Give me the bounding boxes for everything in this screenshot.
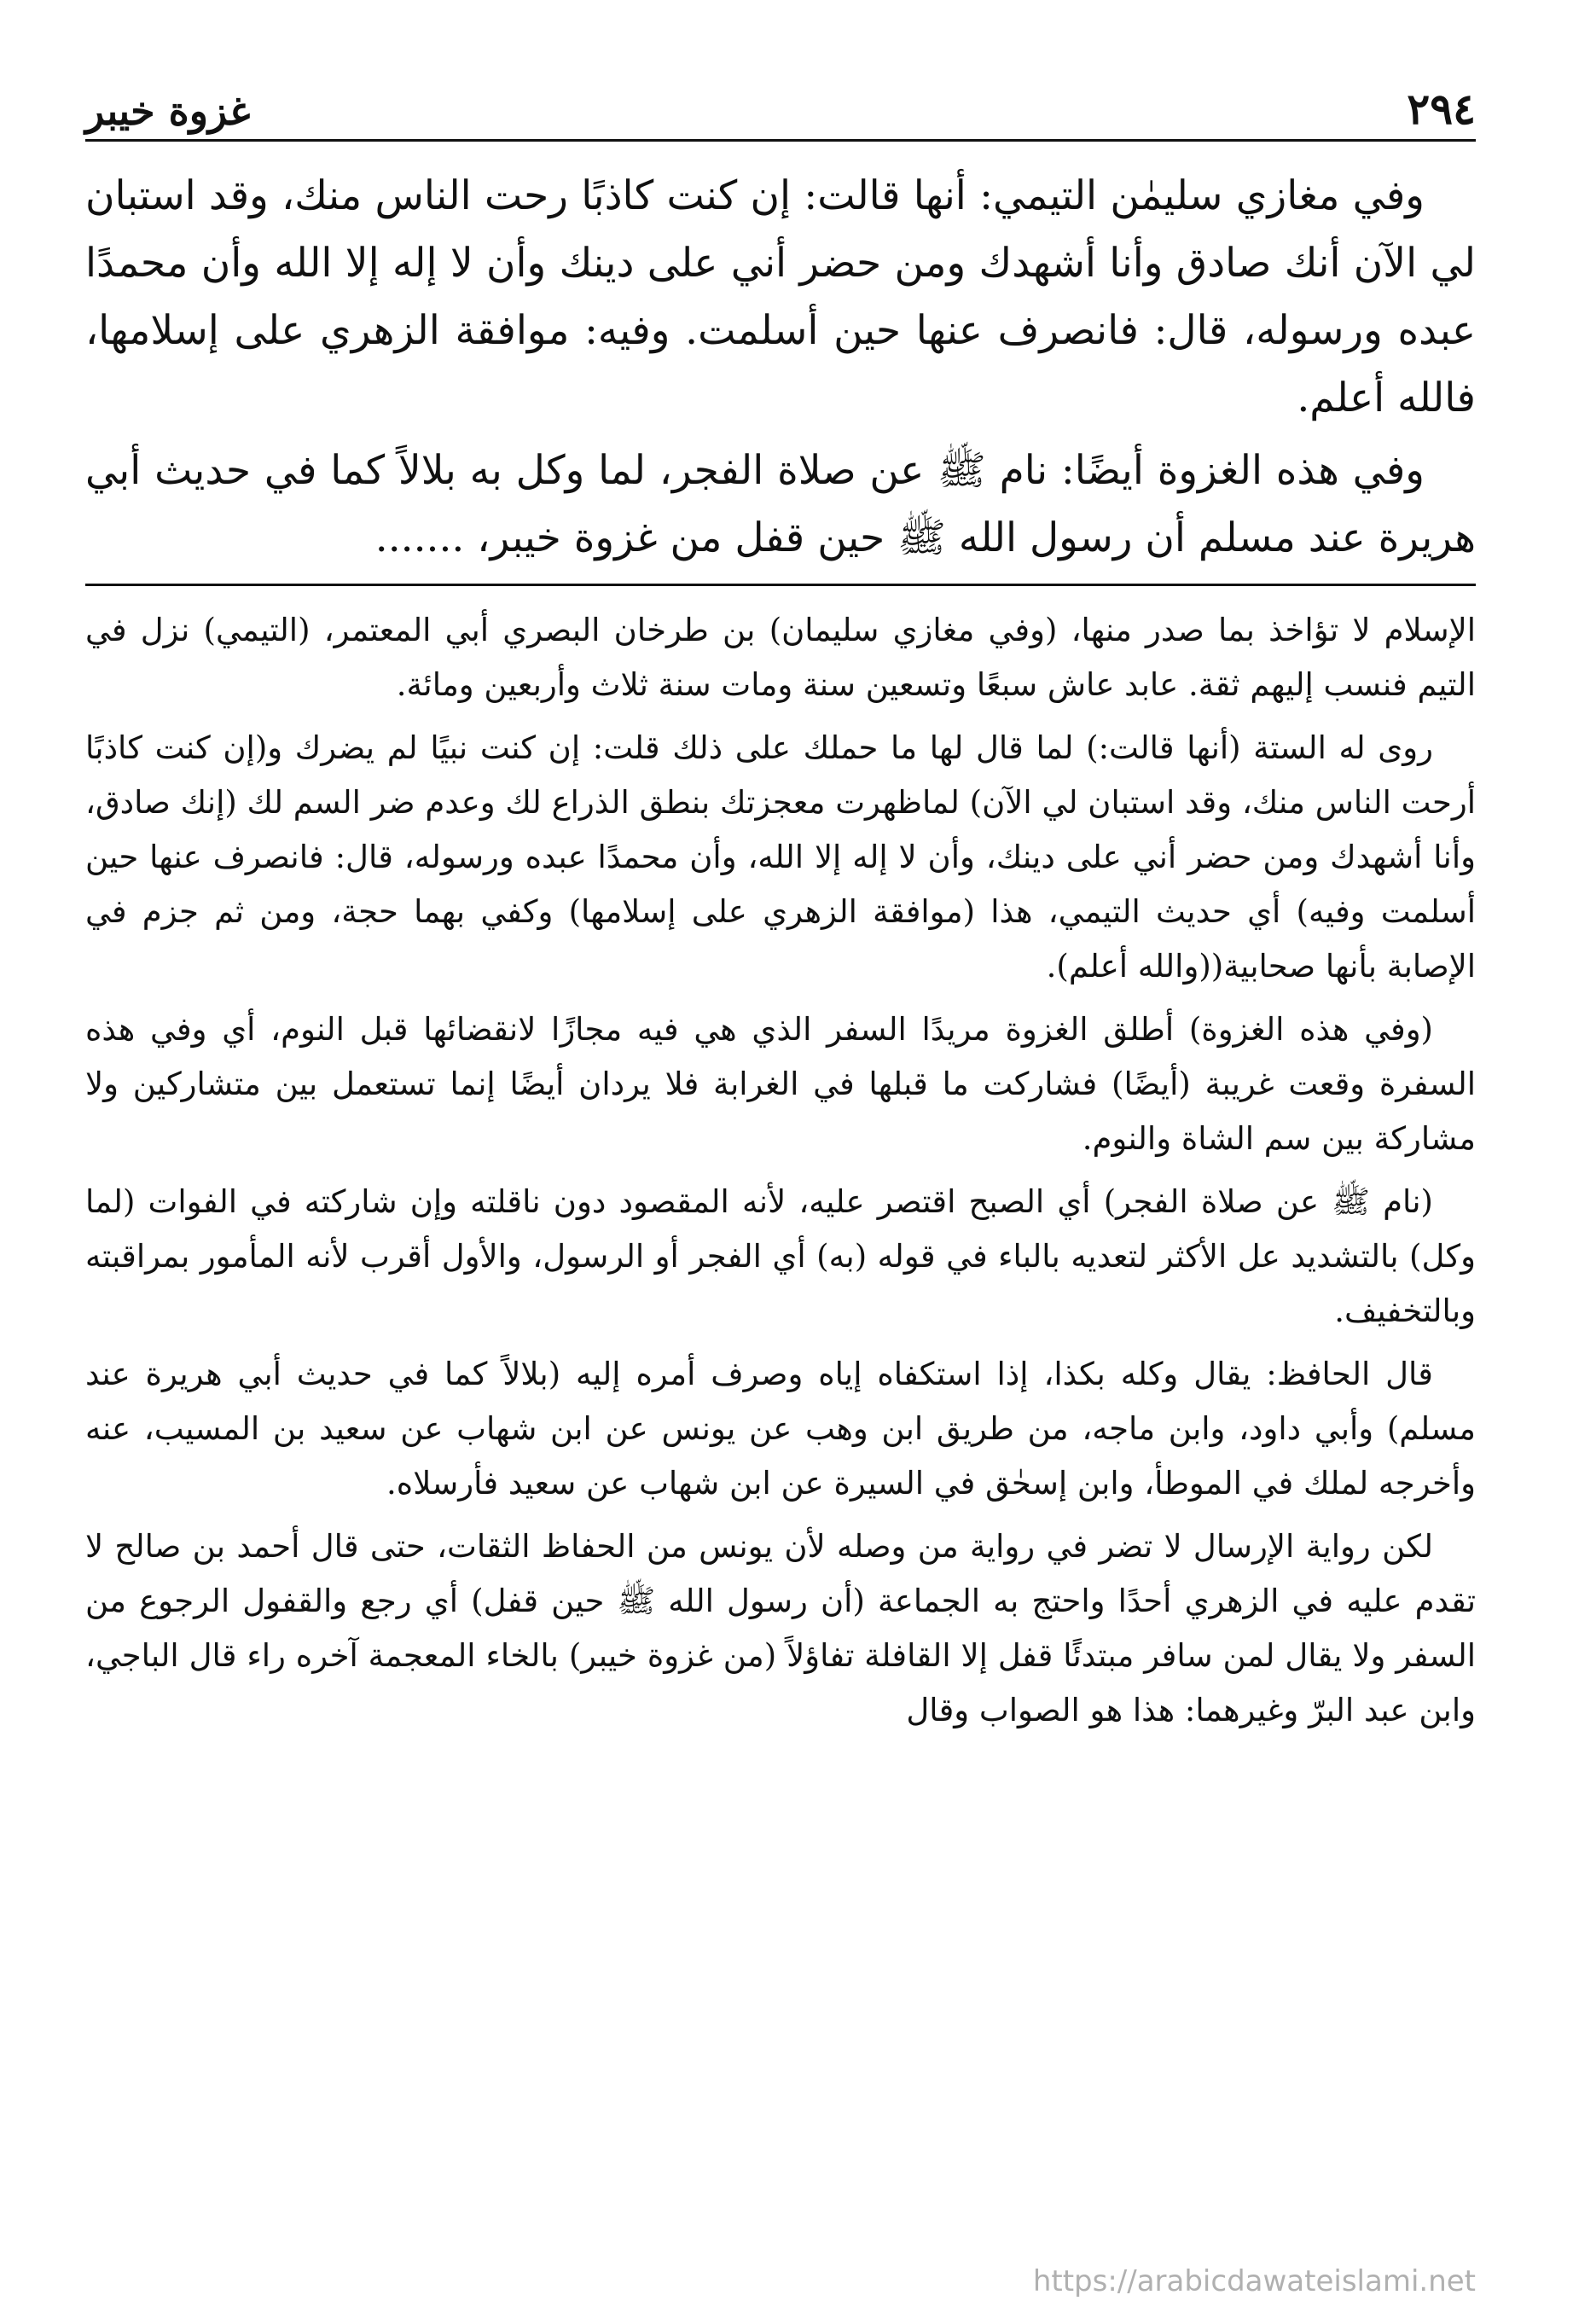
commentary-block <box>85 603 1476 1738</box>
running-title: غزوة خيبر <box>85 88 251 134</box>
page-number: ٢٩٤ <box>1407 84 1476 134</box>
commentary-paragraph: روى له الستة (أنها قالت:) لما قال لها ما حملك على ذلك قلت: إن كنت نبيًا لم يضرك و(إن كنت كاذبًا أرحت الناس منك، وقد استبان لي الآن) لماظهرت معجزتك بنطق الذراع لك وعدم ضر السم لك (إنك صادق، وأنا أشهدك ومن حضر أني على دينك، وأن لا إله إلا الله، وأن محمدًا عبده ورسوله، قال: فانصرف عنها حين أسلمت وفيه) أي حديث التيمي، هذا (موافقة الزهري على إسلامها) وكفي بهما حجة، ومن ثم جزم في الإصابة بأنها صحابية((والله أعلم). <box>85 729 1476 985</box>
main-paragraph: وفي هذه الغزوة أيضًا: نام ﷺ عن صلاة الفجر، لما وكل به بلالاً كما في حديث أبي هريرة عند مسلم أن رسول الله ﷺ حين قفل من غزوة خيبر، ....... <box>85 447 1476 561</box>
book-page <box>85 81 1476 1738</box>
commentary-paragraph: (نام ﷺ عن صلاة الفجر) أي الصبح اقتصر عليه، لأنه المقصود دون ناقلته وإن شاركته في الفوات (لما وكل) بالتشديد عل الأكثر لتعديه بالباء في قوله (به) أي الفجر أو الرسول، والأول أقرب لأنه المأمور بمراقبته وبالتخفيف. <box>85 1183 1476 1329</box>
commentary-paragraph: الإسلام لا تؤاخذ بما صدر منها، (وفي مغازي سليمان) بن طرخان البصري أبي المعتمر، (التيمي) نزل في التيم فنسب إليهم ثقة. عابد عاش سبعًا وتسعين سنة ومات سنة ثلاث وأربعين ومائة. <box>85 612 1476 703</box>
main-text-block <box>85 162 1476 572</box>
main-paragraph: وفي مغازي سليمٰن التيمي: أنها قالت: إن كنت كاذبًا رحت الناس منك، وقد استبان لي الآن أنك صادق وأنا أشهدك ومن حضر أني على دينك وأن لا إله إلا الله وأن محمدًا عبده ورسوله، قال: فانصرف عنها حين أسلمت. وفيه: موافقة الزهري على إسلامها، فالله أعلم. <box>85 172 1476 421</box>
divider <box>85 584 1476 586</box>
watermark-url: https://arabicdawateislami.net <box>1032 2264 1476 2298</box>
commentary-paragraph: لكن رواية الإرسال لا تضر في رواية من وصله لأن يونس من الحفاظ الثقات، حتى قال أحمد بن صالح لا تقدم عليه في الزهري أحدًا واحتج به الجماعة (أن رسول الله ﷺ حين قفل) أي رجع والقفول الرجوع من السفر ولا يقال لمن سافر مبتدئًا قفل إلا القافلة تفاؤلاً (من غزوة خيبر) بالخاء المعجمة آخره راء قال الباجي، وابن عبد البرّ وغيرهما: هذا هو الصواب وقال <box>85 1528 1476 1728</box>
commentary-paragraph: قال الحافظ: يقال وكله بكذا، إذا استكفاه إياه وصرف أمره إليه (بلالاً كما في حديث أبي هريرة عند مسلم) وأبي داود، وابن ماجه، من طريق ابن وهب عن يونس عن ابن شهاب عن سعيد بن المسيب، عنه وأخرجه لملك في الموطأ، وابن إسحٰق في السيرة عن ابن شهاب عن سعيد فأرسلاه. <box>85 1356 1476 1502</box>
commentary-paragraph: (وفي هذه الغزوة) أطلق الغزوة مريدًا السفر الذي هي فيه مجازًا لانقضائها قبل النوم، أي وفي هذه السفرة وقعت غريبة (أيضًا) فشاركت ما قبلها في الغرابة فلا يردان أيضًا إنما تستعمل بين متشاركين ولا مشاركة بين سم الشاة والنوم. <box>85 1011 1476 1157</box>
page-header <box>85 81 1476 142</box>
